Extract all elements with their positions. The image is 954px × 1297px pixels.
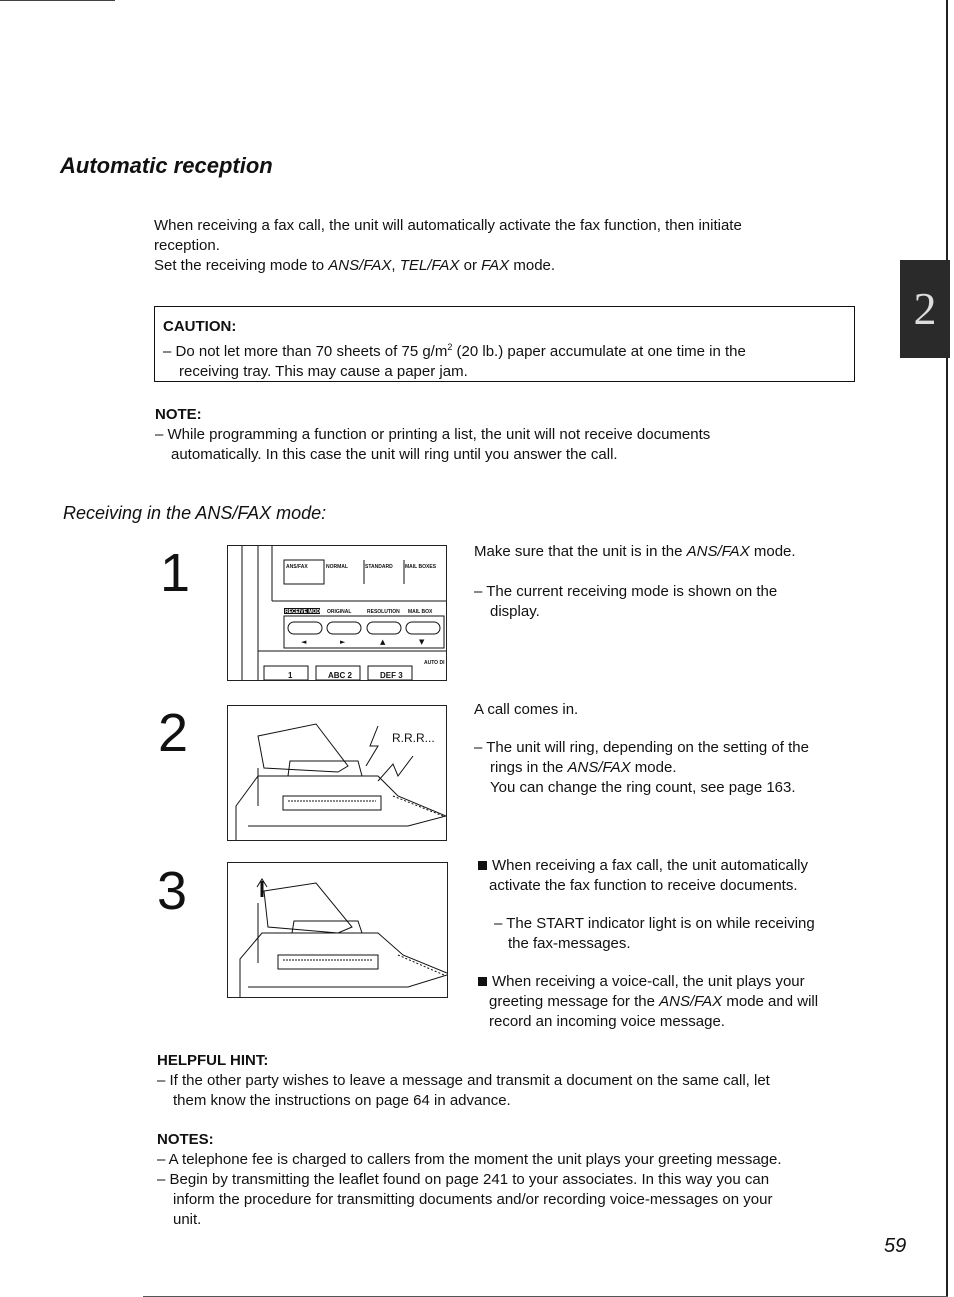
chapter-tab: 2 [900, 260, 950, 358]
step-3-sub-2: the fax-messages. [508, 935, 631, 952]
key-1-label: 1 [288, 671, 293, 680]
intro-line-3: Set the receiving mode to ANS/FAX, TEL/FAX or FAX mode. [154, 257, 556, 274]
page-number: 59 [884, 1235, 907, 1257]
helpful-hint-block [157, 1051, 857, 1111]
section-title: Automatic reception [60, 153, 273, 178]
step-1-text [474, 542, 874, 622]
helpful-hint-label: HELPFUL HINT: [157, 1052, 269, 1069]
step-2-text [474, 700, 894, 798]
bullet-square-icon [478, 861, 487, 870]
panel-label-normal: NORMAL [326, 564, 348, 570]
note-block [155, 405, 855, 465]
caution-line-2: receiving tray. This may cause a paper jam. [179, 363, 468, 380]
right-edge-rule [946, 0, 948, 1297]
subsection-title: Receiving in the ANS/FAX mode: [63, 503, 327, 523]
step-3-number: 3 [157, 861, 188, 921]
panel-label-auto: AUTO DI [424, 660, 445, 666]
caution-line-1: – Do not let more than 70 sheets of 75 $g/m^2$ (20 lb.) paper accumulate at one time in the [163, 342, 746, 360]
step-3-fax-illustration [227, 862, 448, 998]
note-line-2: automatically. In this case the unit will ring until you answer the call. [171, 446, 618, 463]
arrow-left-icon: ◄ [301, 638, 307, 646]
step-3-bullet-1-line-2: activate the fax function to receive documents. [489, 877, 798, 894]
step-1-line-2: – The current receiving mode is shown on the [474, 583, 778, 600]
step-1-line-3: display. [490, 603, 540, 620]
panel-label-original: ORIGINAL [327, 609, 352, 615]
arrow-right-icon: ► [340, 638, 346, 646]
step-2-line-4: You can change the ring count, see page 163. [490, 779, 796, 796]
panel-label-standard: STANDARD [365, 564, 393, 570]
note-line-1: – While programming a function or printing a list, the unit will not receive documents [155, 426, 711, 443]
top-rule [0, 0, 115, 1]
helpful-hint-line-1: – If the other party wishes to leave a message and transmit a document on the same call, let [157, 1072, 770, 1089]
step-2-number: 2 [158, 703, 189, 763]
caution-label: CAUTION: [163, 318, 237, 335]
panel-label-mailbox: MAIL BOX [408, 609, 433, 615]
ring-sound-text: R.R.R... [392, 731, 435, 745]
step-3-sub-1: – The START indicator light is on while receiving [494, 915, 815, 932]
panel-label-mailboxes: MAIL BOXES [405, 564, 437, 570]
helpful-hint-line-2: them know the instructions on page 64 in advance. [173, 1092, 511, 1109]
intro-line-2: reception. [154, 237, 220, 254]
bullet-square-icon [478, 977, 487, 986]
intro-paragraph [154, 216, 834, 276]
notes-line-4: unit. [173, 1211, 202, 1228]
step-3-bullet-2-line-3: record an incoming voice message. [489, 1013, 725, 1030]
step-3-text [478, 856, 898, 1032]
panel-label-ansfax: ANS/FAX [286, 564, 308, 570]
step-1-line-1: Make sure that the unit is in the ANS/FAX mode. [474, 543, 796, 560]
arrow-up-icon: ▲ [380, 638, 386, 646]
notes-line-1: – A telephone fee is charged to callers from the moment the unit plays your greeting message. [157, 1151, 782, 1168]
step-1-panel-illustration [227, 545, 447, 681]
notes-block [157, 1130, 867, 1230]
key-2-label: ABC 2 [328, 671, 353, 680]
notes-line-2: – Begin by transmitting the leaflet found on page 241 to your associates. In this way you can [157, 1171, 770, 1188]
notes-label: NOTES: [157, 1131, 214, 1148]
control-panel-drawing [228, 546, 446, 680]
caution-box [154, 306, 855, 382]
panel-label-receive-mode: RECEIVE MODE [285, 609, 324, 615]
step-2-line-1: A call comes in. [474, 701, 579, 718]
panel-label-resolution: RESOLUTION [367, 609, 400, 615]
step-2-line-3: rings in the ANS/FAX mode. [490, 759, 677, 776]
key-3-label: DEF 3 [380, 671, 403, 680]
step-1-number: 1 [160, 543, 191, 603]
arrow-down-icon: ▼ [419, 638, 425, 646]
step-2-line-2: – The unit will ring, depending on the setting of the [474, 739, 809, 756]
intro-line-1: When receiving a fax call, the unit will automatically activate the fax function, then initiate [154, 217, 742, 234]
step-3-bullet-2: When receiving a voice-call, the unit plays your [478, 972, 898, 992]
notes-line-3: inform the procedure for transmitting documents and/or recording voice-messages on your [173, 1191, 773, 1208]
step-3-bullet-1: When receiving a fax call, the unit automatically [478, 856, 898, 876]
step-2-fax-illustration [227, 705, 447, 841]
step-3-bullet-2-line-2: greeting message for the ANS/FAX mode and will [489, 993, 819, 1010]
fax-ringing-drawing [228, 706, 446, 840]
note-label: NOTE: [155, 406, 202, 423]
fax-receiving-drawing [228, 863, 447, 997]
